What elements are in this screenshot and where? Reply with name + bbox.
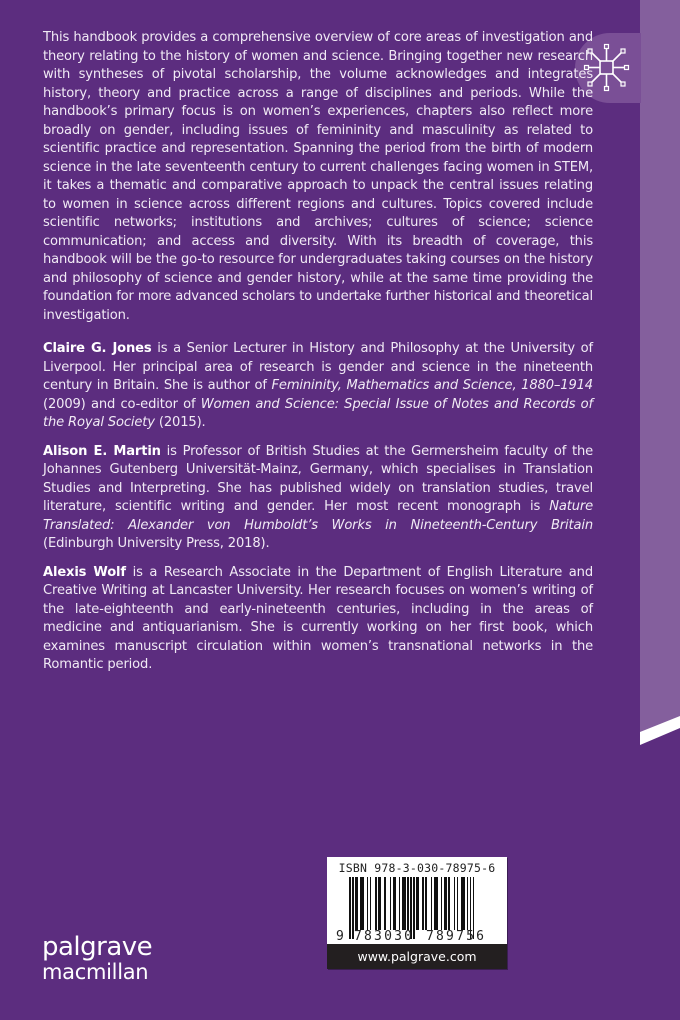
publisher-name-line2: macmillan [42,960,149,984]
bio-claire-jones: Claire G. Jones is a Senior Lecturer in History and Philosophy at the University of Liverpool. Her principal area of research is gender and science in the nineteenth century in Britain. She is author of Femininity, Mathematics and Science, 1880–1914 (2009) and co-editor of Women and Science: Special Issue of Notes and Records of the Royal Society (2015). [43,341,593,430]
publisher-logo [42,934,152,983]
book-description: This handbook provides a comprehensive overview of core areas of investigation and theory relating to the history of women and science. Bringing together new research with syntheses of pivotal scholarship, the volume acknowledges and integrates history, theory and practice across a range of disciplines and periods. While the handbook’s primary focus is on women’s experiences, chapters also reflect more broadly on gender, including issues of femininity and masculinity as related to scientific practice and representation. Spanning the period from the birth of modern science in the late seventeenth century to current challenges facing women in STEM, it takes a thematic and comparative approach to unpack the central issues relating to women in science across different regions and cultures. Topics covered include scientific networks; institutions and archives; cultures of science; science communication; and access and diversity. With its breadth of coverage, this handbook will be the go-to resource for undergraduates taking courses on the history and philosophy of science and gender history, while at the same time providing the foundation for more advanced scholars to undertake further historical and theoretical investigation. [43,30,593,323]
publisher-url: www.palgrave.com [327,944,507,969]
right-color-strip [640,0,680,745]
bio-alison-martin: Alison E. Martin is Professor of British Studies at the Germersheim faculty of the Johannes Gutenberg Universität-Mainz, Germany, which specialises in Translation Studies and Interpreting. She has published widely on translation studies, travel literature, scientific writing and gender. Her most recent monograph is Nature Translated: Alexander von Humboldt’s Works in Nineteenth-Century Britain (Edinburgh University Press, 2018). [43,443,594,551]
isbn-barcode: ISBN 978-3-030-78975-6 9 783030 789756 www.palgrave.com [327,857,507,969]
isbn-label: ISBN 978-3-030-78975-6 [338,861,496,875]
author-name: Alison E. Martin [43,443,161,459]
author-name: Alexis Wolf [43,564,126,580]
bio-alexis-wolf: Alexis Wolf is a Research Associate in the Department of English Literature and Creative Writing at Lancaster University. Her research focuses on women’s writing of the late-eighteenth and early-nineteenth centuries, including in the areas of medicine and antiquarianism. She is currently working on her first book, which examines manuscript circulation within women’s transnational networks in the Romantic period. [43,564,593,672]
back-cover-text [43,29,593,685]
author-name: Claire G. Jones [43,341,152,356]
publisher-name-line1: palgrave [42,932,153,962]
